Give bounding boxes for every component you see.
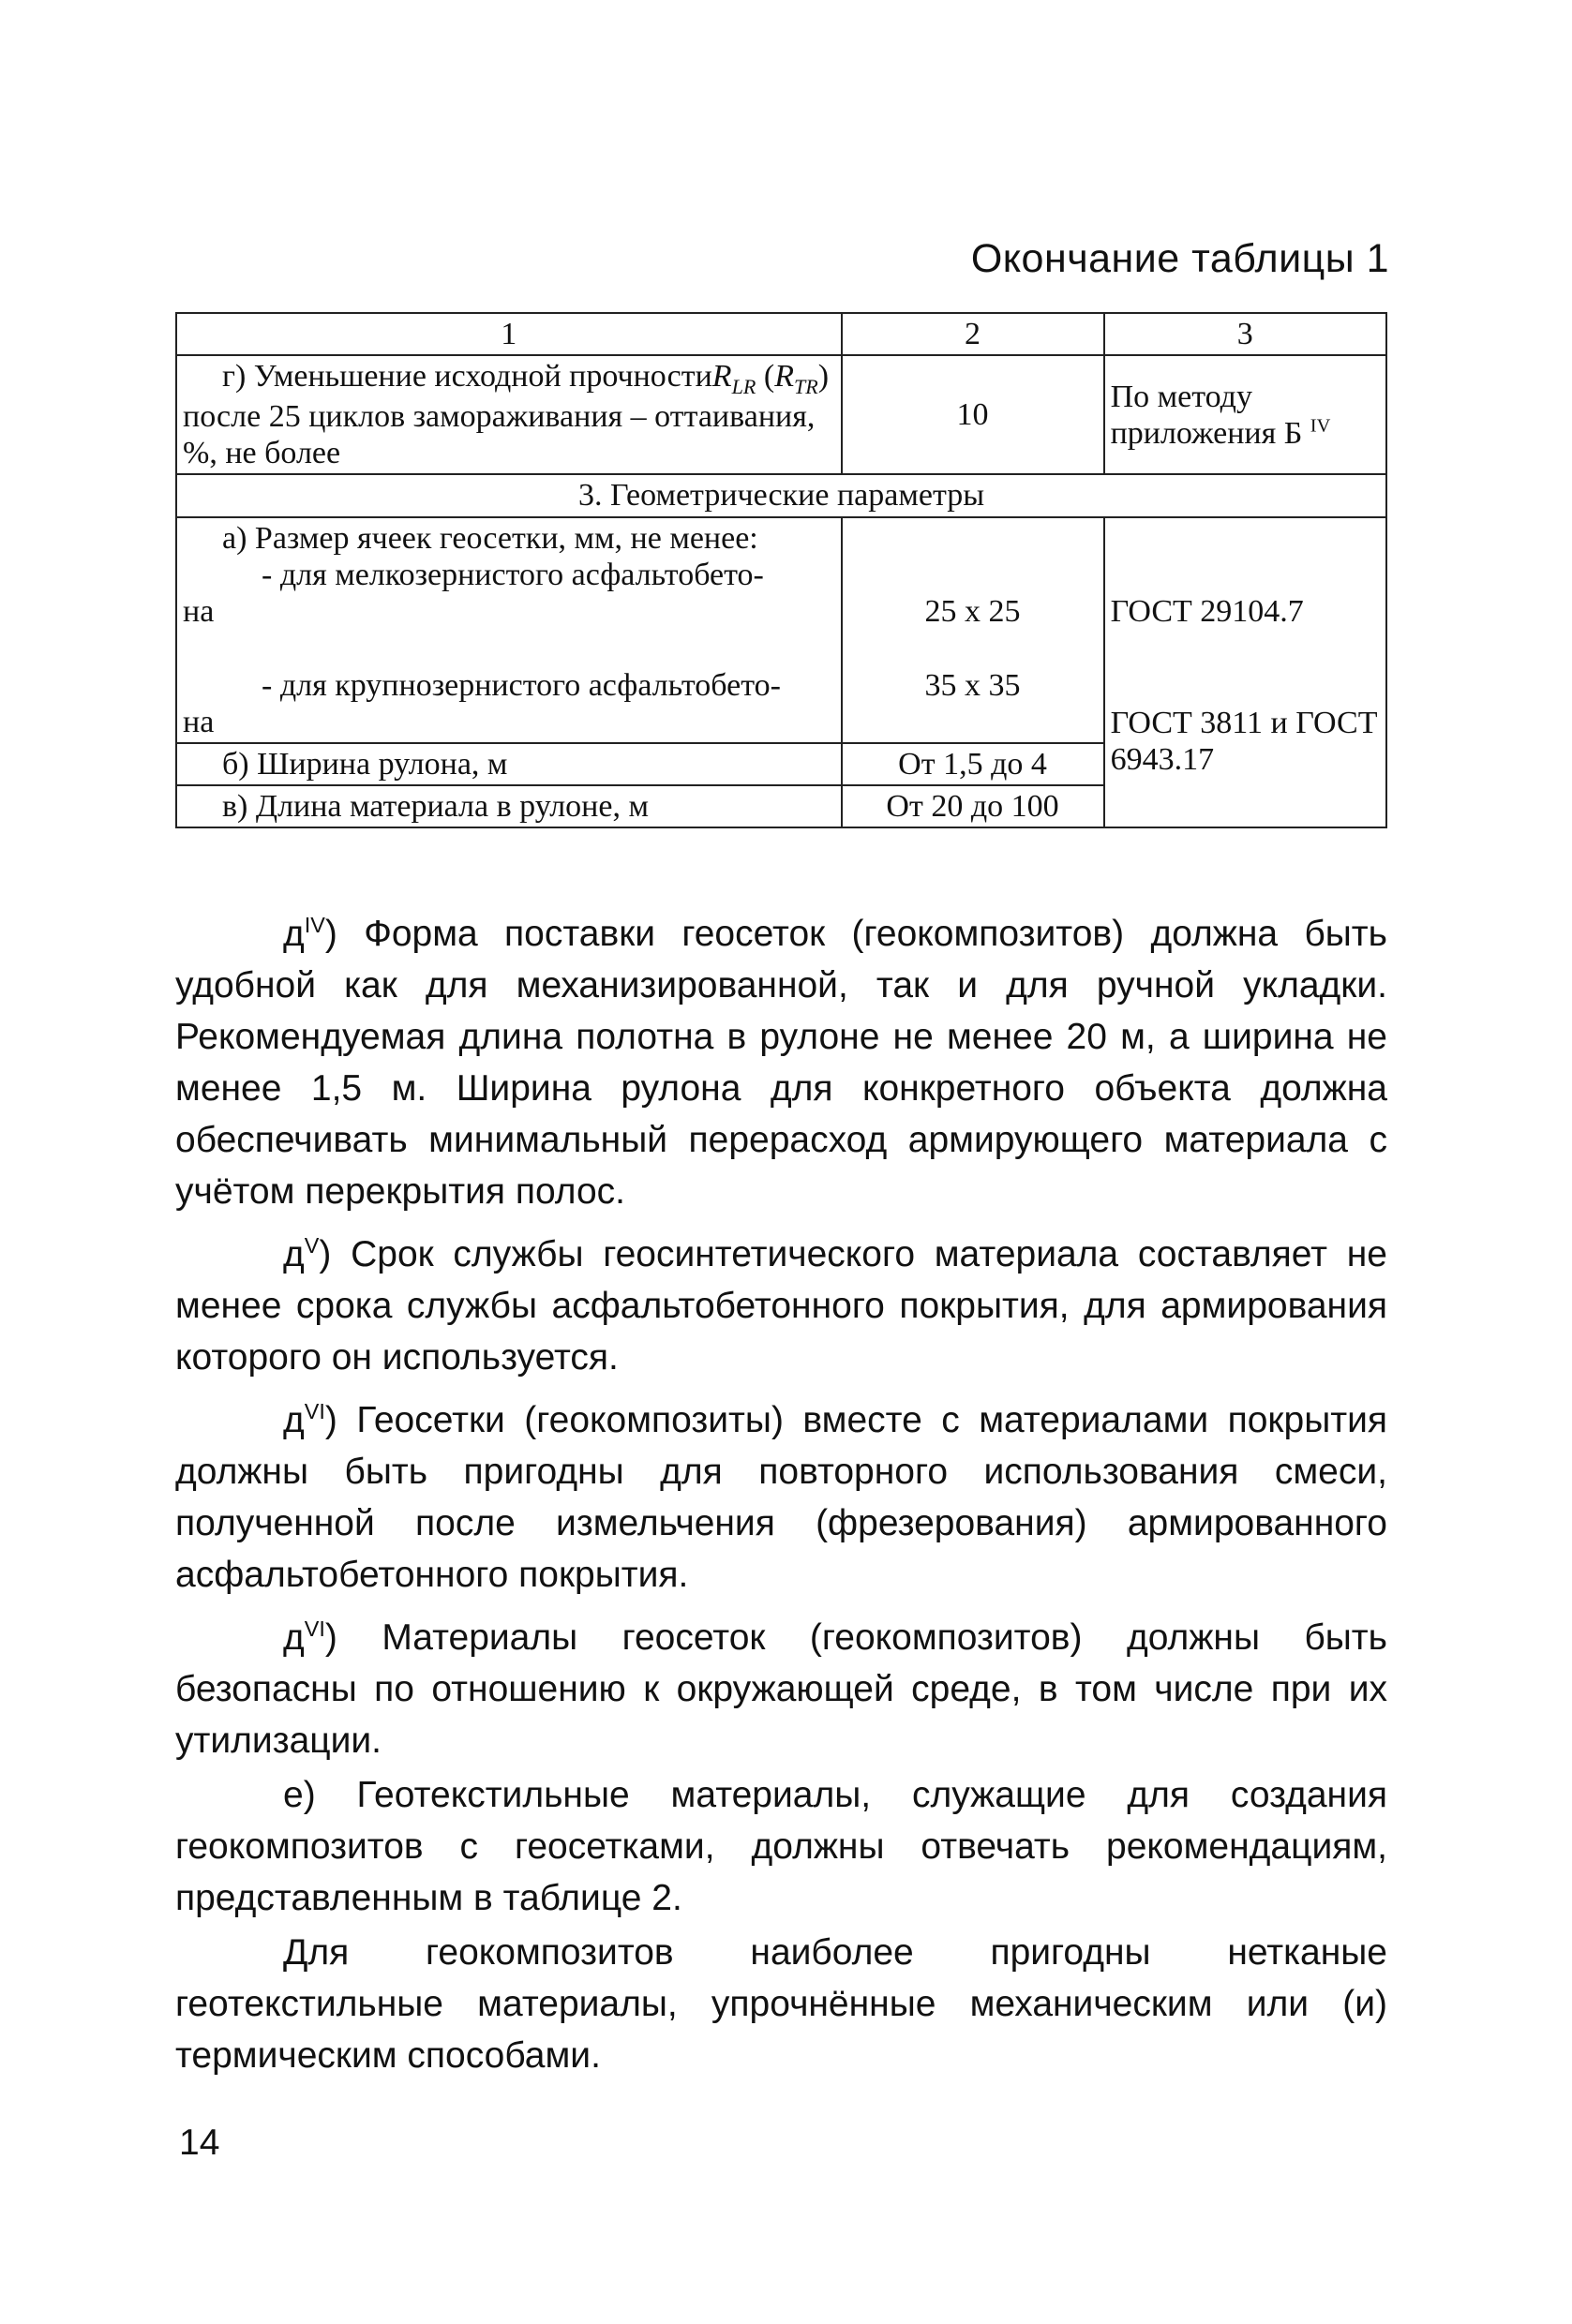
row-g-text-post: ) после 25 циклов замораживания – оттаивания, %, не более — [183, 359, 830, 471]
table-row-g — [176, 355, 1386, 474]
r-lr-subscript: LR — [731, 374, 756, 398]
row-a-gap — [183, 630, 835, 667]
page-number: 14 — [179, 2123, 220, 2163]
row-g-method-text: По методу приложения Б — [1110, 379, 1303, 451]
row-g-paren: ( — [763, 359, 775, 395]
row-a-item1-line1: - для мелкозернистого асфальтобето- — [262, 557, 764, 592]
row-a-values — [842, 517, 1104, 743]
r-lr-symbol: R — [711, 359, 732, 395]
section-3-title: 3. Геометрические параметры — [176, 474, 1386, 516]
table-row-a — [176, 517, 1386, 743]
row-g-value: 10 — [842, 355, 1104, 474]
p1-superscript: IV — [304, 913, 325, 937]
r-tr-symbol: R — [774, 359, 794, 395]
row-b-label: б) Ширина рулона, м — [176, 743, 842, 785]
row-a-item1-line2: на — [183, 593, 215, 629]
paragraph-3: $д^{VI}$) Геосетки (геокомпозиты) вместе с материалами покрытия должны быть пригодны для повторного использования смеси, полученной после измельчения (фрезерования) армированного асфальтобетонного покрытия. — [175, 1399, 1387, 1595]
section-row — [176, 474, 1386, 516]
r-tr-subscript: TR — [793, 374, 818, 398]
body-text — [175, 900, 1387, 2084]
row-g-method-sup: IV — [1310, 415, 1331, 437]
p2-superscript: V — [304, 1233, 320, 1258]
row-a-item1-ref: ГОСТ 29104.7 — [1110, 593, 1304, 629]
table-header-row — [176, 313, 1386, 355]
row-g-label — [176, 355, 842, 474]
row-a-item2-line2: на — [183, 704, 215, 739]
p3-superscript: VI — [304, 1399, 325, 1423]
row-a-item2-value: 35 x 35 — [924, 667, 1021, 703]
paragraph-4: $д^{VI}$) Материалы геосеток (геокомпозитов) должны быть безопасны по отношению к окружающей среде, в том числе при их утилизации. — [175, 1616, 1387, 1761]
row-a-refs — [1104, 517, 1386, 828]
row-v-value: От 20 до 100 — [842, 785, 1104, 827]
row-g-method — [1104, 355, 1386, 474]
row-a-item2-line1: - для крупнозернистого асфальтобето- — [262, 667, 781, 703]
paragraph-5: е) Геотекстильные материалы, служащие для создания геокомпозитов с геосетками, должны отвечать рекомендациям, представленным в таблице 2. — [175, 1775, 1387, 1918]
paragraph-2: $д^V$) Срок службы геосинтетического материала составляет не менее срока службы асфальтобетонного покрытия, для армирования которого он используется. — [175, 1233, 1387, 1378]
p4-superscript: VI — [304, 1616, 325, 1641]
row-a-item1-value: 25 x 25 — [924, 593, 1021, 629]
header-col-3: 3 — [1104, 313, 1386, 355]
row-v-label: в) Длина материала в рулоне, м — [176, 785, 842, 827]
header-col-2: 2 — [842, 313, 1104, 355]
spec-table — [175, 312, 1387, 828]
row-a-title: а) Размер ячеек геосетки, мм, не менее: — [222, 520, 758, 556]
paragraph-6: Для геокомпозитов наиболее пригодны нетканые геотекстильные материалы, упрочнённые механическим или (и) термическим способами. — [175, 1932, 1387, 2076]
row-g-text-pre: г) Уменьшение исходной прочности — [222, 359, 712, 395]
row-a-label — [176, 517, 842, 743]
row-b-ref: ГОСТ 3811 и ГОСТ 6943.17 — [1110, 705, 1378, 777]
row-b-value: От 1,5 до 4 — [842, 743, 1104, 785]
table-caption: Окончание таблицы 1 — [970, 236, 1389, 281]
header-col-1: 1 — [176, 313, 842, 355]
paragraph-1: $д^{IV}$) Форма поставки геосеток (геокомпозитов) должна быть удобной как для механизированной, так и для ручной укладки. Рекомендуемая длина полотна в рулоне не менее 20 м, а ширина не менее 1,5 м. Ширина рулона для конкретного объекта должна обеспечивать минимальный перерасход армирующего материала с учётом перекрытия полос. — [175, 913, 1387, 1212]
